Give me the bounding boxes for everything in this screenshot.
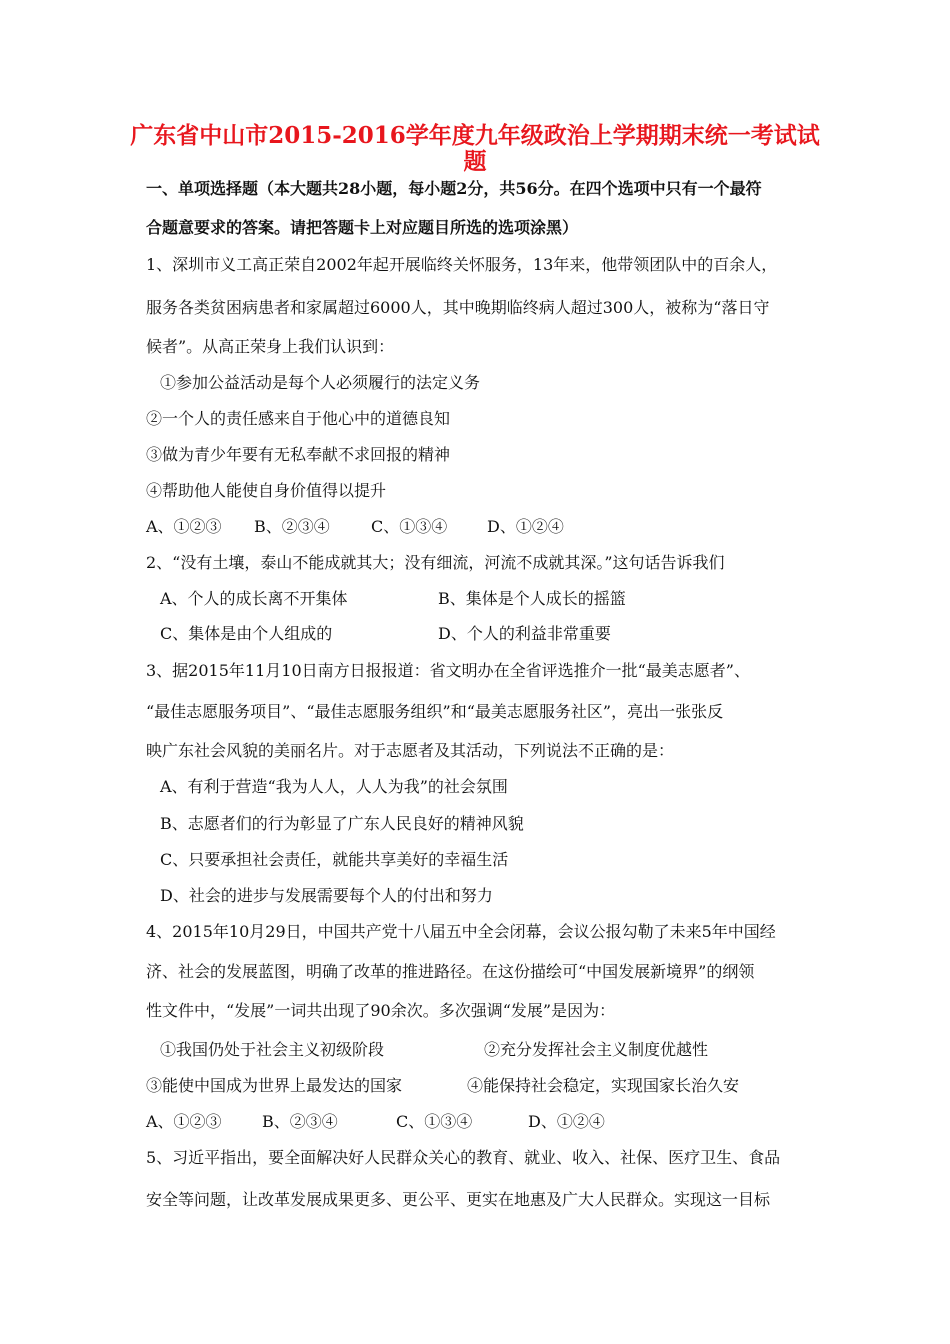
- q3-option-c: C、只要承担社会责任，就能共享美好的幸福生活: [160, 850, 509, 869]
- q1-statement-3: ③做为青少年要有无私奉献不求回报的精神: [146, 445, 451, 464]
- q1-option-b: B、②③④: [254, 517, 330, 536]
- q2-stem-line-1: 2、“没有土壤，泰山不能成就其大；没有细流，河流不成就其深。”这句话告诉我们: [146, 553, 725, 572]
- q4-stem-line-2: 济、社会的发展蓝图，明确了改革的推进路径。在这份描绘可“中国发展新境界”的纲领: [146, 962, 755, 981]
- q3-option-a: A、有利于营造“我为人人，人人为我”的社会氛围: [160, 777, 508, 796]
- q4-statement-3: ③能使中国成为世界上最发达的国家: [146, 1076, 403, 1095]
- q4-option-d: D、①②④: [528, 1112, 605, 1131]
- q2-option-a: A、个人的成长离不开集体: [160, 589, 348, 608]
- q4-statement-2: ②充分发挥社会主义制度优越性: [484, 1040, 709, 1059]
- q1-statement-4: ④帮助他人能使自身价值得以提升: [146, 481, 387, 500]
- q3-option-b: B、志愿者们的行为彰显了广东人民良好的精神风貌: [160, 814, 524, 833]
- q1-statement-2: ②一个人的责任感来自于他心中的道德良知: [146, 409, 451, 428]
- q2-option-b: B、集体是个人成长的摇篮: [438, 589, 626, 608]
- q1-statement-1: ①参加公益活动是每个人必须履行的法定义务: [160, 373, 481, 392]
- q1-option-a: A、①②③: [146, 517, 222, 536]
- q3-option-d: D、社会的进步与发展需要每个人的付出和努力: [160, 886, 493, 905]
- section-heading-line-1: 一、单项选择题（本大题共28小题，每小题2分，共56分。在四个选项中只有一个最符: [146, 179, 762, 198]
- q5-stem-line-2: 安全等问题，让改革发展成果更多、更公平、更实在地惠及广大人民群众。实现这一目标: [146, 1190, 771, 1209]
- q4-statement-1: ①我国仍处于社会主义初级阶段: [160, 1040, 385, 1059]
- document-title-line-1: 广东省中山市2015-2016学年度九年级政治上学期期末统一考试试: [130, 122, 820, 149]
- q5-stem-line-1: 5、习近平指出，要全面解决好人民群众关心的教育、就业、收入、社保、医疗卫生、食品: [146, 1148, 781, 1167]
- q2-option-d: D、个人的利益非常重要: [438, 624, 611, 643]
- q1-stem-line-3: 候者”。从高正荣身上我们认识到：: [146, 337, 395, 356]
- q4-statement-4: ④能保持社会稳定，实现国家长治久安: [467, 1076, 740, 1095]
- q1-option-d: D、①②④: [487, 517, 564, 536]
- q2-option-c: C、集体是由个人组成的: [160, 624, 333, 643]
- q3-stem-line-3: 映广东社会风貌的美丽名片。对于志愿者及其活动，下列说法不正确的是：: [146, 741, 675, 760]
- q1-stem-line-2: 服务各类贫困病患者和家属超过6000人，其中晚期临终病人超过300人，被称为“落日守: [146, 298, 770, 317]
- q1-stem-line-1: 1、深圳市义工高正荣自2002年起开展临终关怀服务，13年来，他带领团队中的百余人，: [146, 255, 778, 274]
- q3-stem-line-1: 3、据2015年11月10日南方日报报道：省文明办在全省评选推介一批“最美志愿者”、: [146, 661, 750, 680]
- section-heading-line-2: 合题意要求的答案。请把答题卡上对应题目所选的选项涂黑）: [146, 218, 579, 237]
- q1-option-c: C、①③④: [371, 517, 448, 536]
- q4-option-b: B、②③④: [262, 1112, 338, 1131]
- q4-stem-line-3: 性文件中，“发展”一词共出现了90余次。多次强调“发展”是因为：: [146, 1001, 616, 1020]
- q3-stem-line-2: “最佳志愿服务项目”、“最佳志愿服务组织”和“最美志愿服务社区”，亮出一张张反: [146, 702, 724, 721]
- q4-stem-line-1: 4、2015年10月29日，中国共产党十八届五中全会闭幕，会议公报勾勒了未来5年中国经: [146, 922, 776, 941]
- document-title-line-2: 题: [463, 148, 487, 175]
- q4-option-a: A、①②③: [146, 1112, 222, 1131]
- q4-option-c: C、①③④: [396, 1112, 473, 1131]
